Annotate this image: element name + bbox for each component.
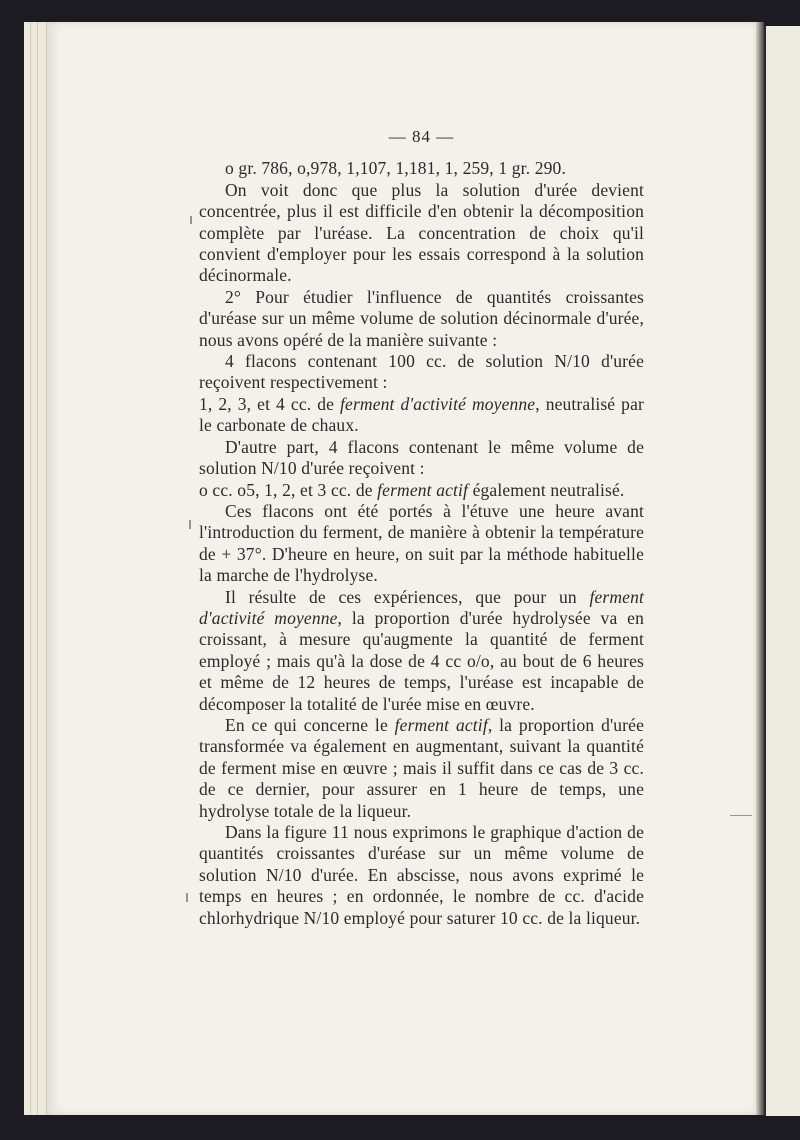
- page-stack-edge: [38, 22, 47, 1115]
- paragraph: On voit donc que plus la solution d'urée devient concentrée, plus il est difficile d'en obtenir la décomposition complète par l'uréase. La concentration de choix qu'il convient d'employer pour les essais correspond à la solution décinormale.: [199, 179, 644, 286]
- text-run: 1, 2, 3, et 4 cc. de: [199, 393, 341, 414]
- page-number: — 84 —: [388, 127, 455, 146]
- paragraph: [199, 587, 644, 715]
- italic-run: ferment d'activité moyenne: [340, 393, 536, 414]
- paragraph: 4 flacons contenant 100 cc. de solution N/10 d'urée reçoivent respectivement :: [199, 351, 644, 393]
- book-gutter: [756, 22, 764, 1115]
- scan-speck: [189, 520, 191, 529]
- italic-run: ferment actif: [394, 714, 488, 735]
- text-run: également neutralisé.: [468, 479, 625, 500]
- scan-speck: [186, 893, 188, 902]
- paragraph: Dans la figure 11 nous exprimons le graphique d'action de quantités croissantes d'uréase sur un même volume de solution N/10 d'urée. En abscisse, nous avons exprimé le temps en heures ; en ordonnée, le nombre de cc. d'acide chlorhydrique N/10 employé pour saturer 10 cc. de la liqueur.: [199, 822, 644, 928]
- paragraph: Ces flacons ont été portés à l'étuve une heure avant l'introduction du ferment, de manière à obtenir la température de + 37°. D'heure en heure, on suit par la méthode habituelle la marche de l'hydrolyse.: [199, 500, 644, 586]
- italic-run: ferment d'activité moyenne: [199, 586, 644, 628]
- paragraph: D'autre part, 4 flacons contenant le même volume de solution N/10 d'urée reçoivent :: [199, 436, 644, 479]
- page-stack-edge: [24, 22, 31, 1115]
- text-run: , la proportion d'urée transformée va également en augmentant, suivant la quantité de ferment mise en œuvre ; mais il suffit dans ce cas de 3 cc. de ce dernier, pour assurer en 1 heure de temps, une hydrolyse totale de la liqueur.: [199, 714, 644, 821]
- text-run: , neutralisé par le carbonate de chaux.: [199, 393, 644, 436]
- paragraph: [199, 480, 644, 501]
- scan-speck: [190, 216, 192, 224]
- paragraph: [199, 715, 644, 822]
- paragraph: [199, 394, 644, 437]
- paragraph: 2° Pour étudier l'influence de quantités croissantes d'uréase sur un même volume de solution décinormale d'urée, nous avons opéré de la manière suivante :: [199, 286, 644, 350]
- text-run: , la proportion d'urée hydrolysée va en croissant, à mesure qu'augmente la quantité de ferment employé ; mais qu'à la dose de 4 cc o/o, au bout de 6 heures et même de 12 heures de temps, l'uréase est incapable de décomposer la totalité de l'urée mise en œuvre.: [199, 607, 644, 714]
- text-run: En ce qui concerne le: [225, 714, 395, 735]
- page-text: [199, 126, 644, 929]
- page-stack-edge: [31, 22, 38, 1115]
- text-run: o cc. o5, 1, 2, et 3 cc. de: [199, 479, 378, 500]
- scan-speck: [730, 815, 752, 816]
- text-run: Il résulte de ces expériences, que pour un: [225, 586, 590, 607]
- italic-run: ferment actif: [377, 479, 469, 500]
- facing-page-edge: [764, 26, 800, 1116]
- paragraph: o gr. 786, o,978, 1,107, 1,181, 1, 259, 1 gr. 290.: [225, 158, 566, 179]
